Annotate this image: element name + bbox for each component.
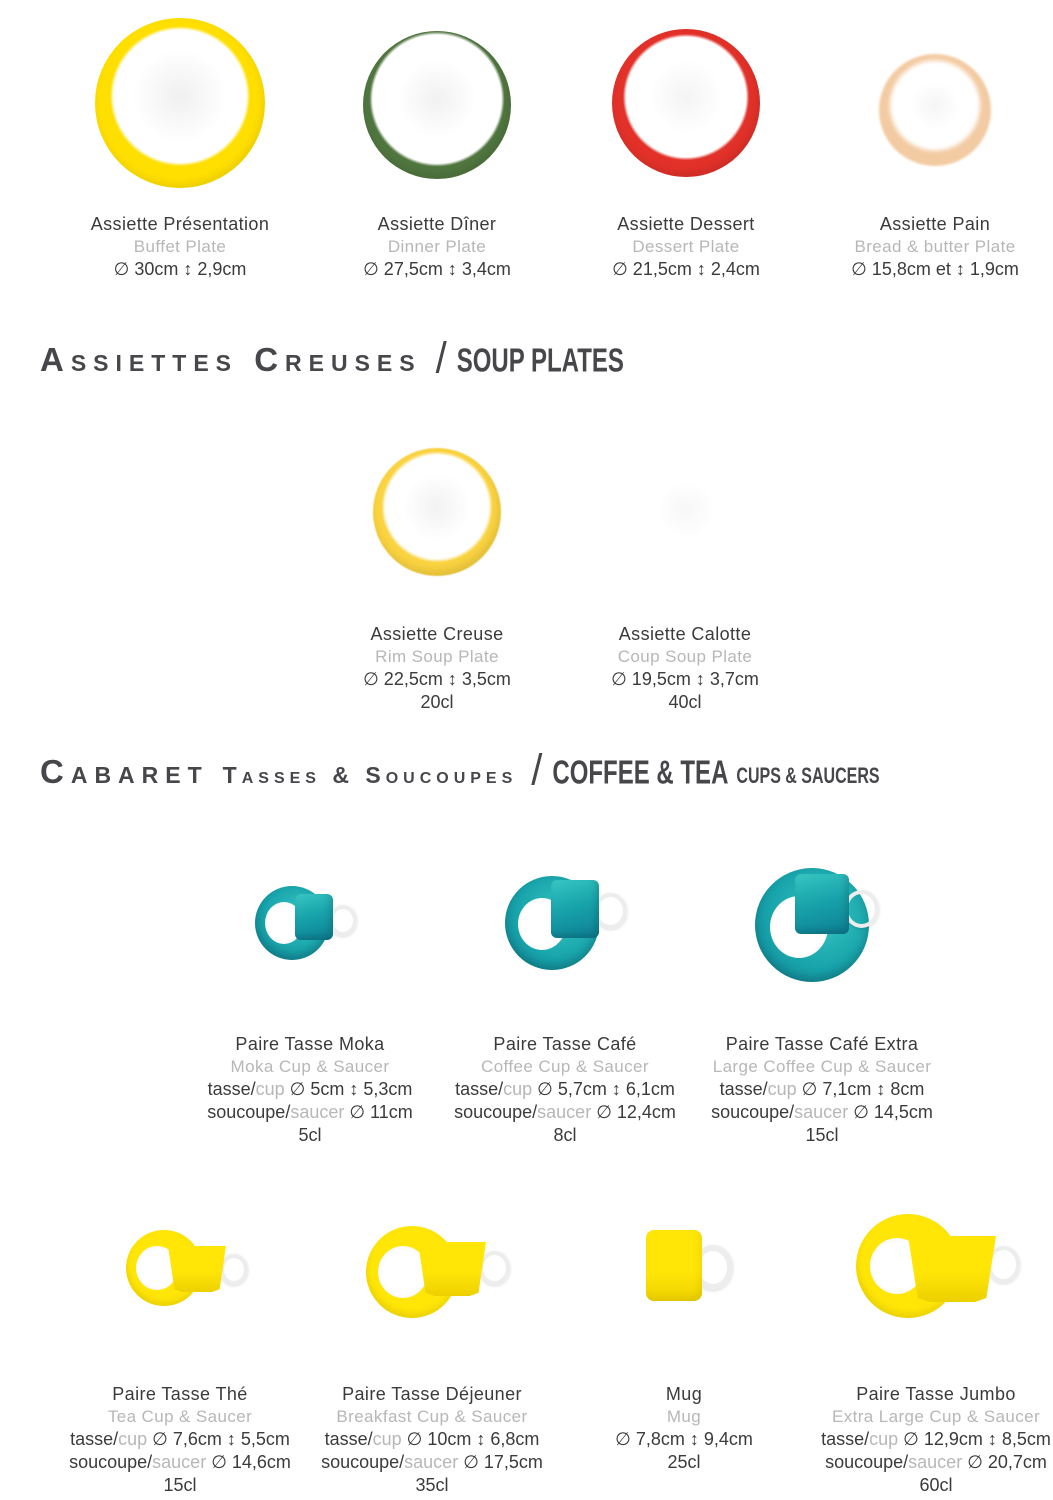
product-name-fr: Paire Tasse Moka	[235, 1034, 385, 1054]
saucer-dimensions: soucoupe/saucer ∅ 17,5cm	[321, 1452, 543, 1472]
product-name-fr: Mug	[665, 1384, 703, 1404]
product-capacity: 25cl	[667, 1452, 701, 1472]
product-capacity: 40cl	[668, 692, 702, 712]
tea-cup-handle	[220, 1254, 248, 1285]
product-dimensions: ∅ 22,5cm ↕ 3,5cm	[363, 669, 511, 689]
bread-plate-label	[785, 212, 1053, 281]
coup-soup-plate-image	[634, 460, 738, 564]
cup-dimensions: tasse/cup ∅ 12,9cm ↕ 8,5cm	[821, 1429, 1051, 1449]
product-capacity: 8cl	[553, 1125, 577, 1145]
cup-dimensions: tasse/cup ∅ 5,7cm ↕ 6,1cm	[455, 1079, 675, 1099]
product-name-fr: Assiette Présentation	[90, 214, 270, 234]
coffee-cup-image	[505, 866, 637, 972]
product-dimensions: ∅ 15,8cm et ↕ 1,9cm	[851, 259, 1019, 279]
product-name-en: Dinner Plate	[387, 237, 487, 256]
product-name-fr: Assiette Dîner	[377, 214, 497, 234]
product-name-en: Coup Soup Plate	[617, 647, 753, 666]
product-dimensions: ∅ 21,5cm ↕ 2,4cm	[612, 259, 760, 279]
heading-english: SOUP PLATES	[456, 341, 624, 380]
bread-plate-image	[879, 54, 991, 166]
large-coffee-cup-body	[795, 874, 849, 934]
product-name-en: Moka Cup & Saucer	[230, 1057, 390, 1076]
large-coffee-cup-image	[755, 858, 907, 978]
coffee-cup-body	[551, 880, 599, 938]
product-capacity: 15cl	[805, 1125, 839, 1145]
heading-french-main: Cabaret	[40, 753, 209, 790]
heading-french: Assiettes Creuses	[40, 341, 422, 378]
product-name-en: Breakfast Cup & Saucer	[336, 1407, 528, 1426]
saucer-dimensions: soucoupe/saucer ∅ 20,7cm	[825, 1452, 1047, 1472]
product-name-fr: Assiette Creuse	[370, 624, 504, 644]
heading-english-sub: CUPS & SAUCERS	[736, 764, 880, 789]
product-capacity: 35cl	[415, 1475, 449, 1495]
coup-soup-plate-label	[535, 622, 835, 714]
breakfast-cup-image	[362, 1206, 504, 1328]
saucer-dimensions: soucoupe/saucer ∅ 14,5cm	[711, 1102, 933, 1122]
saucer-dimensions: soucoupe/saucer ∅ 11cm	[207, 1102, 413, 1122]
product-capacity: 5cl	[298, 1125, 322, 1145]
product-name-fr: Assiette Calotte	[618, 624, 752, 644]
large-coffee-cup-handle	[844, 890, 879, 928]
coffee-cup-label	[415, 1032, 715, 1147]
rim-soup-plate-image	[373, 448, 501, 576]
heading-slash: /	[435, 333, 447, 383]
cup-dimensions: tasse/cup ∅ 7,1cm ↕ 8cm	[719, 1079, 925, 1099]
cabaret-heading	[40, 745, 880, 795]
buffet-plate-image	[95, 18, 265, 188]
jumbo-cup-image	[838, 1206, 1016, 1328]
product-name-fr: Paire Tasse Café	[493, 1034, 637, 1054]
mug-body	[646, 1230, 702, 1301]
cup-dimensions: tasse/cup ∅ 5cm ↕ 5,3cm	[207, 1079, 413, 1099]
saucer-dimensions: soucoupe/saucer ∅ 12,4cm	[454, 1102, 676, 1122]
product-capacity: 20cl	[420, 692, 454, 712]
product-name-en: Mug	[666, 1407, 702, 1426]
product-name-fr: Paire Tasse Thé	[112, 1384, 248, 1404]
product-name-fr: Paire Tasse Jumbo	[856, 1384, 1016, 1404]
moka-cup-body	[295, 894, 333, 940]
product-name-en: Extra Large Cup & Saucer	[831, 1407, 1041, 1426]
product-name-fr: Paire Tasse Café Extra	[725, 1034, 919, 1054]
product-dimensions: ∅ 27,5cm ↕ 3,4cm	[363, 259, 511, 279]
product-name-en: Rim Soup Plate	[375, 647, 499, 666]
breakfast-cup-body	[418, 1242, 486, 1296]
product-dimensions: ∅ 19,5cm ↕ 3,7cm	[611, 669, 759, 689]
buffet-plate-label	[30, 212, 330, 281]
moka-cup-handle	[329, 905, 357, 936]
product-capacity: 15cl	[163, 1475, 197, 1495]
large-coffee-cup-label	[672, 1032, 972, 1147]
product-dimensions: ∅ 7,8cm ↕ 9,4cm	[615, 1429, 753, 1449]
saucer-dimensions: soucoupe/saucer ∅ 14,6cm	[69, 1452, 291, 1472]
product-name-en: Tea Cup & Saucer	[107, 1407, 253, 1426]
moka-cup-image	[255, 878, 375, 970]
product-name-en: Buffet Plate	[133, 237, 227, 256]
mug-image	[646, 1230, 738, 1308]
dinner-plate-image	[363, 31, 511, 179]
product-name-fr: Paire Tasse Déjeuner	[342, 1384, 522, 1404]
product-dimensions: ∅ 30cm ↕ 2,9cm	[113, 259, 247, 279]
jumbo-cup-label	[786, 1382, 1053, 1497]
heading-english-main: COFFEE & TEA	[552, 753, 729, 792]
heading-french-sub: Tasses & Soucoupes	[222, 762, 518, 788]
dessert-plate-image	[612, 29, 760, 177]
cup-dimensions: tasse/cup ∅ 7,6cm ↕ 5,5cm	[70, 1429, 290, 1449]
tea-cup-image	[118, 1210, 244, 1324]
jumbo-cup-body	[908, 1236, 996, 1302]
product-name-en: Dessert Plate	[632, 237, 740, 256]
product-name-fr: Assiette Pain	[879, 214, 991, 234]
product-name-en: Coffee Cup & Saucer	[481, 1057, 649, 1076]
soup-plates-heading	[40, 333, 624, 383]
product-name-en: Large Coffee Cup & Saucer	[712, 1057, 932, 1076]
product-name-en: Bread & butter Plate	[854, 237, 1016, 256]
cup-dimensions: tasse/cup ∅ 10cm ↕ 6,8cm	[324, 1429, 540, 1449]
product-capacity: 60cl	[919, 1475, 953, 1495]
heading-slash: /	[531, 745, 543, 795]
tea-cup-body	[168, 1246, 226, 1292]
product-name-fr: Assiette Dessert	[617, 214, 755, 234]
